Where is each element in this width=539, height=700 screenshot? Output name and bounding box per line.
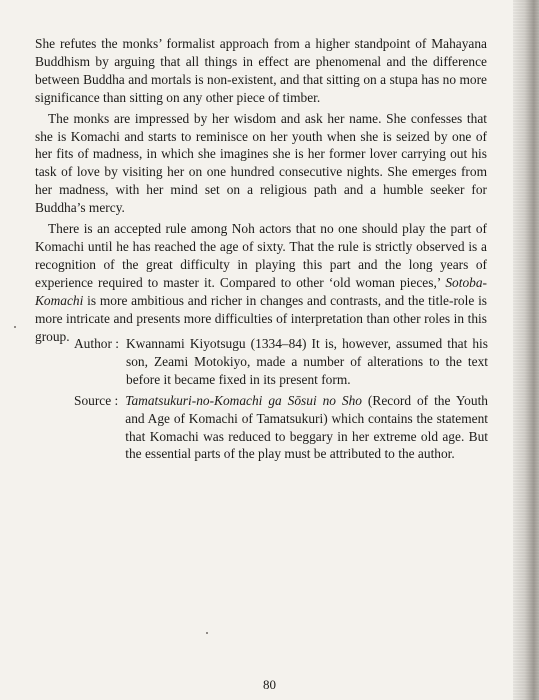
page-number: 80 bbox=[263, 677, 276, 692]
source-text-block bbox=[118, 392, 488, 464]
paragraph-1 bbox=[35, 35, 487, 107]
paragraph-3 bbox=[35, 220, 487, 345]
author-text: Kwannami Kiyotsugu (1334–84) It is, however, assumed that his son, Zeami Motokiyo, made a number of alterations to the text before it became fixed in its present form. bbox=[126, 336, 488, 387]
source-title-italic: Tamatsukuri-no-Komachi ga Sōsui no Sho bbox=[125, 392, 362, 408]
play-title-italic: Sotoba-Komachi bbox=[35, 274, 487, 308]
source-note bbox=[74, 392, 488, 464]
body-text bbox=[35, 35, 487, 348]
author-label: Author : bbox=[74, 336, 120, 351]
play-notes bbox=[74, 335, 488, 466]
author-note bbox=[74, 335, 488, 389]
paragraph-2-text: The monks are impressed by her wisdom and ask her name. She confesses that she is Komachi and starts to reminisce on her youth when she is seized by one of her fits of madness, in which she imagines she is her former lover carrying out his task of love by visiting her on one hundred consecutive nights. She emerges from her madness, with her mind set on a religious path and a humble seeker for Buddha’s mercy. bbox=[35, 110, 487, 216]
paragraph-3-text-after: is more ambitious and richer in changes and contrasts, and the title-role is more intricate and presents more difficulties of interpretation than other roles in this group. bbox=[35, 292, 487, 344]
paragraph-1-text: She refutes the monks’ formalist approach from a higher standpoint of Mahayana Buddhism by arguing that all things in effect are phenomenal and the difference between Buddha and mortals is non-existent, and that sitting on a stupa has no more significance than sitting on any other piece of timber. bbox=[35, 36, 487, 105]
page-edge-shadow bbox=[513, 0, 539, 700]
source-text: (Record of the Youth and Age of Komachi of Tamatsukuri) which contains the statement that Komachi was reduced to beggary in her extreme old age. But the essential parts of the play must be attributed to the author. bbox=[125, 392, 488, 462]
source-label: Source : bbox=[74, 392, 119, 408]
paragraph-3-text-before: There is an accepted rule among Noh actors that no one should play the part of Komachi until he has reached the age of sixty. That the rule is strictly observed is a recognition of the great difficulty in playing this part and the long years of experience required to master it. Compared to other ‘old woman pieces,’ bbox=[35, 221, 487, 290]
paper-speck bbox=[206, 632, 208, 634]
paragraph-2 bbox=[35, 110, 487, 217]
paper-speck bbox=[14, 326, 16, 328]
